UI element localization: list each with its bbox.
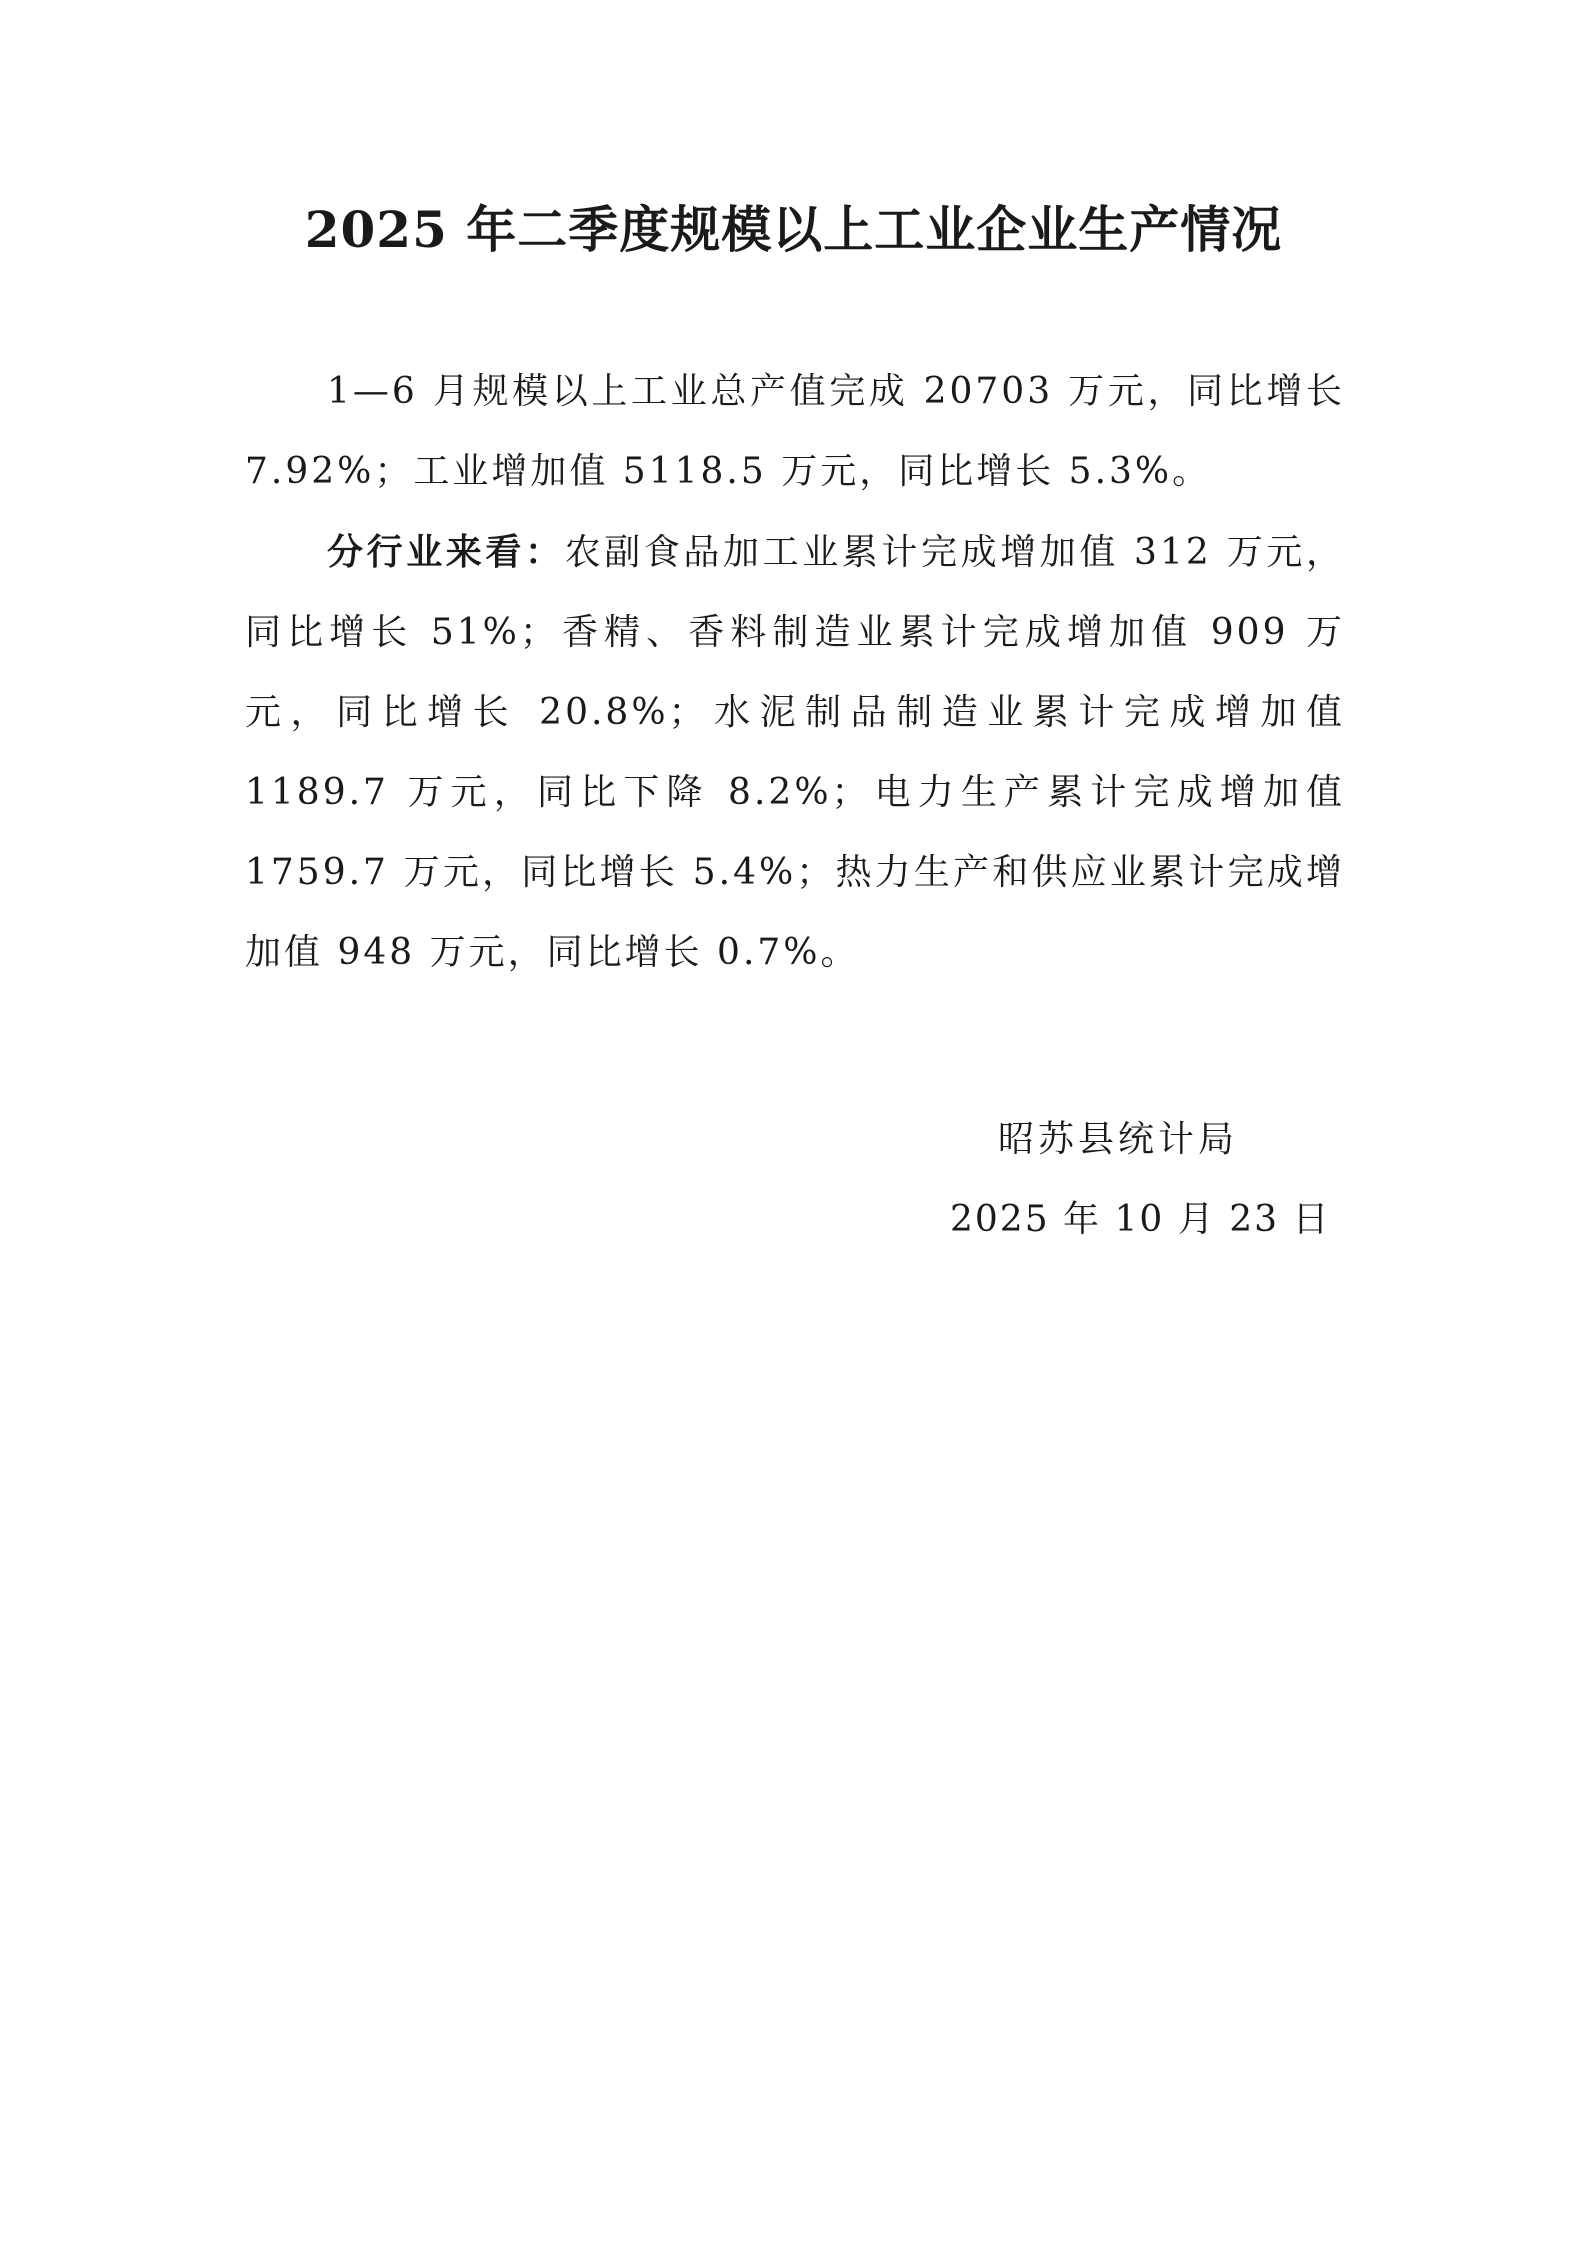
paragraph-lead: 分行业来看： (327, 531, 565, 573)
paragraph-industry-details: 农副食品加工业累计完成增加值 312 万元，同比增长 51%；香精、香料制造业累计完成增加值 909 万元，同比增长 20.8%；水泥制品制造业累计完成增加值 1189.7 万元，同比下降 8.2%；电力生产累计完成增加值 1759.7 万元，同比增长 5.4%；热力生产和供应业累计完成增加值 948 万元，同比增长 0.7%。 (245, 532, 1345, 973)
signature-date: 2025 年 10 月 23 日 (950, 1199, 1331, 1240)
document-body (245, 352, 1345, 993)
signature-block (950, 1100, 1350, 1260)
paragraph-by-industry (245, 512, 1345, 993)
document-title: 2025 年二季度规模以上工业企业生产情况 (304, 200, 1283, 259)
paragraph-summary: 1—6 月规模以上工业总产值完成 20703 万元，同比增长 7.92%；工业增加值 5118.5 万元，同比增长 5.3%。 (245, 371, 1345, 492)
signature-organization: 昭苏县统计局 (998, 1119, 1239, 1160)
